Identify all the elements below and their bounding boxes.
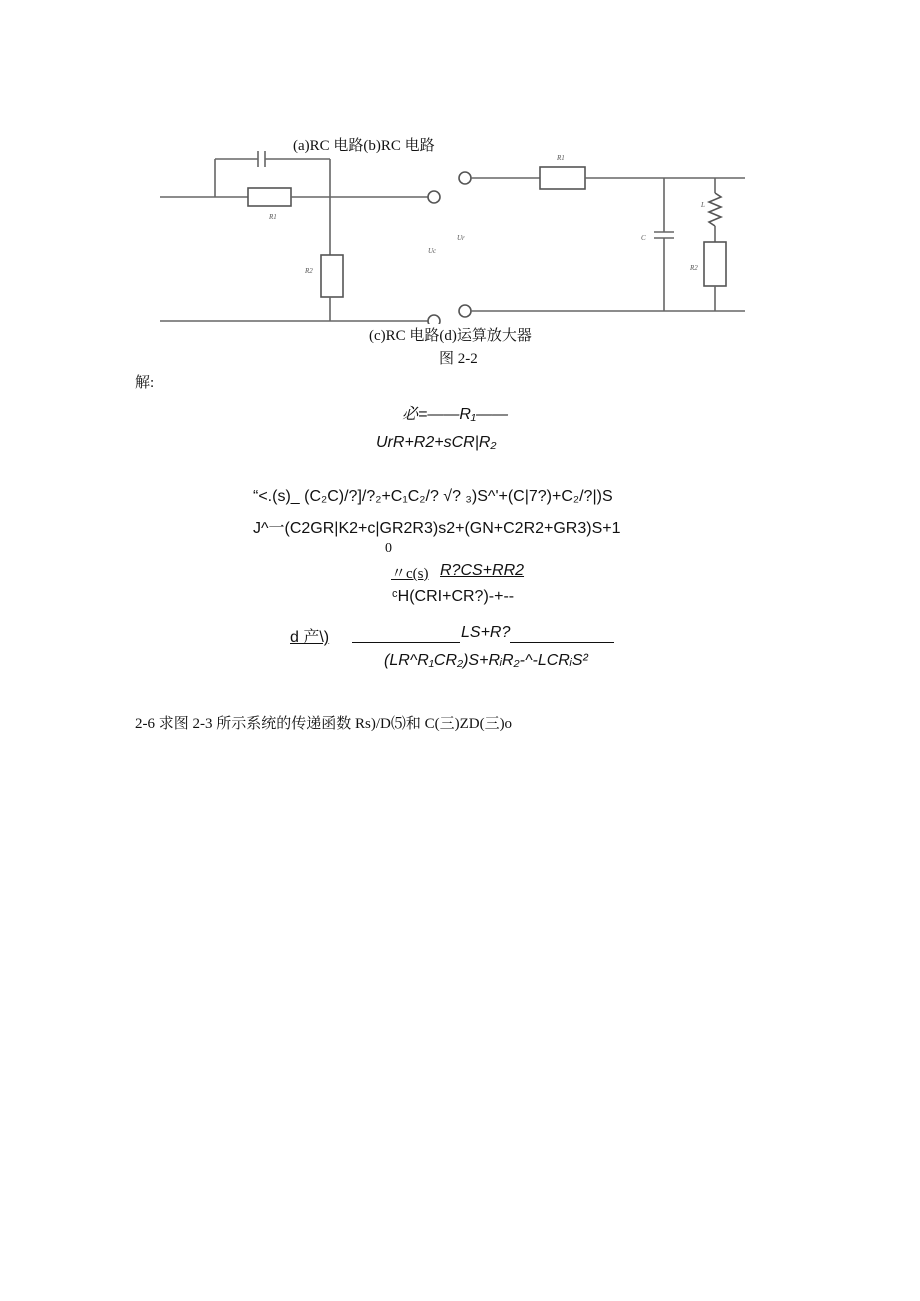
fraction-bar: [510, 642, 614, 643]
label-r2-left: R2: [305, 267, 313, 275]
equation-d-denominator: (LR^R₁CR₂)S+RᵢR₂-^-LCRᵢS²: [384, 652, 588, 669]
resistor-r1-left: [248, 188, 291, 206]
resistor-r2-right: [704, 242, 726, 286]
label-u-left: Uc: [428, 247, 437, 255]
resistor-r2-left: [321, 255, 343, 297]
figure-caption-top: (a)RC 电路(b)RC 电路: [293, 138, 435, 154]
fraction-bar: [352, 642, 460, 643]
equation-c-denominator: ᶜH(CRI+CR?)-+--: [392, 588, 515, 605]
equation-a-numerator: 必=——R₁——: [402, 406, 508, 423]
terminal: [428, 191, 440, 203]
equation-d-left: d 产\): [290, 629, 330, 646]
terminal: [459, 172, 471, 184]
label-c-right: C: [641, 234, 646, 242]
equation-b-line3: 0: [385, 541, 392, 556]
equation-c-left: 〃c(s): [391, 566, 429, 582]
problem-2-6: 2-6 求图 2-3 所示系统的传递函数 Rs)/D⑸和 C(三)ZD(三)o: [135, 716, 513, 732]
label-u-right: Ur: [457, 234, 465, 242]
equation-b-line2: J^一(C2GR|K2+c|GR2R3)s2+(GN+C2R2+GR3)S+1: [253, 520, 621, 537]
solution-label: 解:: [135, 375, 155, 391]
equation-c-right: R?CS+RR2: [440, 562, 525, 579]
resistor-r1-right: [540, 167, 585, 189]
figure-number: 图 2-2: [439, 351, 478, 367]
figure-caption-bottom: (c)RC 电路(d)运算放大器: [369, 324, 532, 345]
inductor-zigzag: [709, 193, 721, 226]
equation-d-numerator: LS+R?: [461, 624, 511, 641]
equation-b-line1: “<.(s)_ (C₂C)/?]/?₂+C₁C₂/? √? ₃)S^'+(C|7?)+C₂/?|)S: [253, 488, 613, 505]
terminal: [459, 305, 471, 317]
label-r1-right: R1: [557, 154, 565, 162]
equation-a-denominator: UrR+R2+sCR|R₂: [376, 434, 497, 451]
circuit-diagram: [155, 145, 755, 330]
label-r1-left: R1: [269, 213, 277, 221]
label-l-right: L: [701, 201, 705, 209]
label-r2-right: R2: [690, 264, 698, 272]
